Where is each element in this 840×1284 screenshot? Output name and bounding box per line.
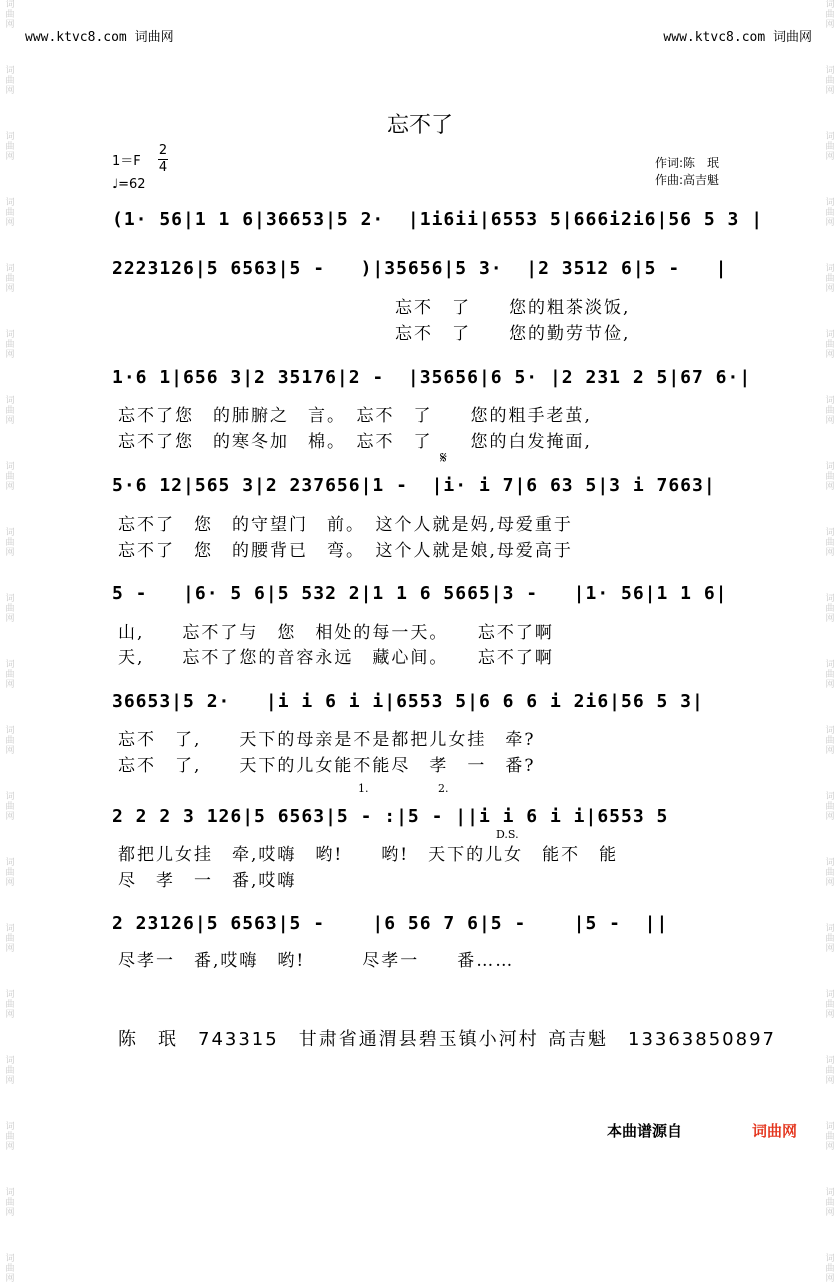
notation-line: 2223126|5 6563|5 - )|35656|5 3· |2 3512 6|5 - | [112, 258, 728, 279]
site-url-right[interactable]: www.ktvc8.com 词曲网 [663, 30, 812, 45]
notation-line: 1·6 1|656 3|2 35176|2 - |35656|6 5· |2 231 2 5|67 6·| [112, 367, 752, 388]
source-label: 本曲谱源自 [607, 1122, 683, 1140]
watermark-text: 词曲网 [825, 528, 835, 558]
volta-second: 2. [438, 782, 449, 795]
watermark-text: 词曲网 [825, 1188, 835, 1218]
watermark-text: 词曲网 [825, 330, 835, 360]
watermark-text: 词曲网 [5, 924, 15, 954]
site-url-left[interactable]: www.ktvc8.com 词曲网 [25, 30, 174, 45]
watermark-text: 词曲网 [5, 330, 15, 360]
lyric-verse-2: 忘不 了 您的勤劳节俭, [395, 324, 631, 344]
lyricist-credit: 作词:陈 珉 [655, 156, 720, 170]
source-site-link[interactable]: 词曲网 [752, 1122, 798, 1140]
volta-first: 1. [358, 782, 369, 795]
tempo-marking: ♩=62 [112, 177, 146, 192]
watermark-text: 词曲网 [825, 264, 835, 294]
lyric-verse-1: 山, 忘不了与 您 相处的每一天。 忘不了啊 [118, 623, 554, 643]
watermark-text: 词曲网 [5, 198, 15, 228]
watermark-text: 词曲网 [5, 0, 15, 30]
ds-marking: D.S. [496, 828, 519, 841]
lyric-verse-1: 忘不了您 的肺腑之 言。 忘不 了 您的粗手老茧, [118, 406, 592, 426]
watermark-text: 词曲网 [825, 0, 835, 30]
meter-top: 2 [158, 143, 168, 158]
watermark-text: 词曲网 [825, 1056, 835, 1086]
lyric-verse-2: 尽 孝 一 番,哎嗨 [118, 871, 297, 891]
notation-line: 5 - |6· 5 6|5 532 2|1 1 6 5665|3 - |1· 56|1 1 6| [112, 583, 728, 604]
meter-bottom: 4 [158, 160, 168, 175]
watermark-text: 词曲网 [825, 924, 835, 954]
watermark-text: 词曲网 [5, 264, 15, 294]
watermark-text: 词曲网 [825, 660, 835, 690]
watermark-text: 词曲网 [825, 1122, 835, 1152]
watermark-text: 词曲网 [825, 792, 835, 822]
watermark-text: 词曲网 [825, 66, 835, 96]
lyric-verse-2: 忘不了您 的寒冬加 棉。 忘不 了 您的白发掩面, [118, 432, 592, 452]
key-signature: 1＝F [112, 154, 141, 169]
watermark-text: 词曲网 [825, 198, 835, 228]
time-signature [158, 143, 168, 176]
lyric-verse-1: 忘不 了, 天下的母亲是不是都把儿女挂 牵? [118, 730, 536, 750]
watermark-text: 词曲网 [825, 396, 835, 426]
watermark-text: 词曲网 [5, 66, 15, 96]
watermark-text: 词曲网 [5, 726, 15, 756]
watermark-text: 词曲网 [825, 990, 835, 1020]
staff-system-2 [112, 247, 756, 285]
lyric-verse-1: 尽孝一 番,哎嗨 哟! 尽孝一 番…… [118, 951, 515, 971]
watermark-column-right [821, 0, 839, 1284]
watermark-text: 词曲网 [5, 990, 15, 1020]
staff-system-6 [112, 680, 756, 718]
watermark-text: 词曲网 [5, 462, 15, 492]
watermark-text: 词曲网 [825, 462, 835, 492]
lyric-verse-2: 忘不 了, 天下的儿女能不能尽 孝 一 番? [118, 756, 536, 776]
lyric-verse-1: 忘不 了 您的粗茶淡饭, [395, 298, 631, 318]
staff-system-4 [112, 464, 756, 502]
watermark-text: 词曲网 [5, 1188, 15, 1218]
lyric-verse-1: 忘不了 您 的守望门 前。 这个人就是妈,母爱重于 [118, 515, 573, 535]
notation-line: 36653|5 2· |i i 6 i i|6553 5|6 6 6 i 2i6|56 5 3| [112, 691, 704, 712]
watermark-text: 词曲网 [5, 396, 15, 426]
watermark-text: 词曲网 [5, 528, 15, 558]
notation-line: 2 2 2 3 126|5 6563|5 - :|5 - ||i i 6 i i|6553 5 [112, 806, 669, 827]
watermark-text: 词曲网 [5, 594, 15, 624]
watermark-text: 词曲网 [5, 660, 15, 690]
footer-contact-composer: 高吉魁 13363850897 [548, 1029, 776, 1050]
footer-contact-lyricist: 陈 珉 743315 甘肃省通渭县碧玉镇小河村 [118, 1029, 539, 1050]
notation-line: 2 23126|5 6563|5 - |6 56 7 6|5 - |5 - || [112, 913, 669, 934]
watermark-text: 词曲网 [825, 726, 835, 756]
lyric-verse-2: 忘不了 您 的腰背已 弯。 这个人就是娘,母爱高于 [118, 541, 573, 561]
segno-sign: 𝄋 [440, 448, 447, 467]
watermark-column-left [1, 0, 19, 1284]
watermark-text: 词曲网 [825, 1254, 835, 1284]
staff-system-8 [112, 902, 756, 940]
composer-credit: 作曲:高吉魁 [655, 173, 720, 187]
lyric-verse-2: 天, 忘不了您的音容永远 藏心间。 忘不了啊 [118, 648, 554, 668]
staff-system-1 [112, 198, 764, 236]
staff-system-7 [112, 795, 756, 833]
watermark-text: 词曲网 [825, 594, 835, 624]
watermark-text: 词曲网 [825, 858, 835, 888]
watermark-text: 词曲网 [5, 858, 15, 888]
lyric-verse-1: 都把儿女挂 牵,哎嗨 哟! 哟! 天下的儿女 能不 能 [118, 845, 619, 865]
watermark-text: 词曲网 [5, 1254, 15, 1284]
notation-line: (1· 56|1 1 6|36653|5 2· |1i6ii|6553 5|666i2i6|56 5 3 | [112, 209, 764, 230]
staff-system-3 [112, 356, 756, 394]
notation-line: 5·6 12|565 3|2 237656|1 - |i· i 7|6 63 5|3 i 7663| [112, 475, 716, 496]
staff-system-5 [112, 572, 756, 610]
song-title: 忘不了 [386, 113, 453, 138]
watermark-text: 词曲网 [5, 1122, 15, 1152]
watermark-text: 词曲网 [5, 132, 15, 162]
watermark-text: 词曲网 [825, 132, 835, 162]
watermark-text: 词曲网 [5, 792, 15, 822]
watermark-text: 词曲网 [5, 1056, 15, 1086]
